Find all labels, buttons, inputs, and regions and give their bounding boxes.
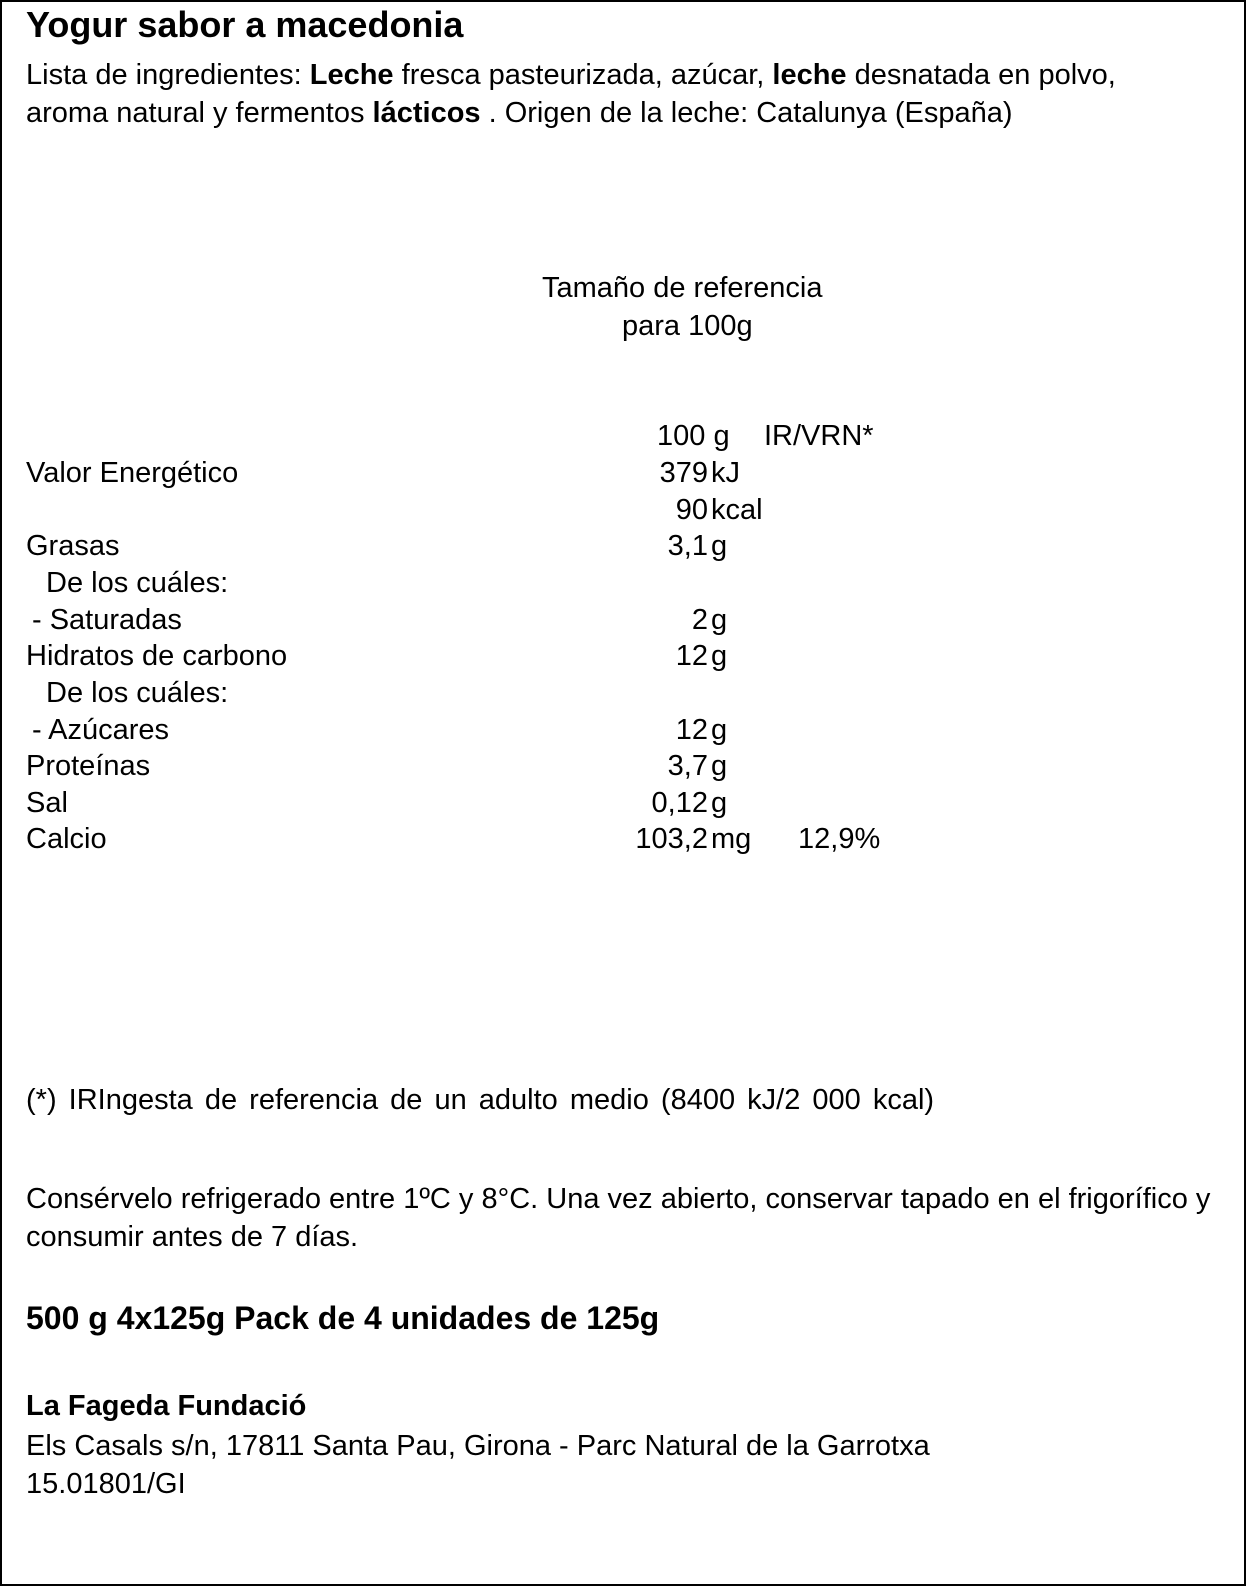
storage-instructions: Consérvelo refrigerado entre 1ºC y 8°C. Una vez abierto, conservar tapado en el frigorífico y consumir antes de 7 días. — [26, 1183, 1211, 1253]
nutrient-unit-saturates: g — [711, 604, 728, 636]
nutrient-label-of-which-2: De los cuáles: — [46, 677, 229, 709]
ingredients-text-2: desnatada en polvo, aroma natural y fermentos — [26, 59, 1116, 129]
reference-size-line2: para 100g — [622, 310, 753, 342]
nutrient-unit-kj: kJ — [711, 457, 740, 489]
nutrient-value-energy-kcal: 90 — [675, 494, 708, 526]
reference-size-line1: Tamaño de referencia — [542, 272, 823, 304]
nutrient-unit-salt: g — [711, 787, 728, 819]
nutrient-label-protein: Proteínas — [26, 750, 151, 782]
nutrient-value-saturates: 2 — [691, 604, 708, 636]
nutrient-label-fat: Grasas — [26, 530, 120, 562]
nutrient-label-calcium: Calcio — [26, 823, 107, 855]
nutrient-value-calcium: 103,2 — [635, 823, 708, 855]
ingredients-prefix: Lista de ingredientes: — [26, 59, 310, 91]
nutrient-label-carbohydrates: Hidratos de carbono — [26, 640, 288, 672]
nutrient-value-fat: 3,1 — [667, 530, 708, 562]
nutrient-unit-carbohydrates: g — [711, 640, 728, 672]
nutrient-unit-kcal: kcal — [711, 494, 763, 526]
ingredient-lactic-bold: lácticos — [372, 97, 481, 129]
ingredients-text-1: fresca pasteurizada, azúcar, — [393, 59, 773, 91]
product-title: Yogur sabor a macedonia — [26, 4, 464, 45]
nutrient-unit-sugars: g — [711, 714, 728, 746]
reference-intake-footnote: (*) IRIngesta de referencia de un adulto medio (8400 kJ/2 000 kcal) — [26, 1084, 935, 1116]
nutrition-header-ri: IR/VRN* — [764, 420, 874, 452]
nutrient-label-sugars: - Azúcares — [32, 714, 169, 746]
nutrient-unit-calcium: mg — [711, 823, 752, 855]
nutrient-label-of-which: De los cuáles: — [46, 567, 229, 599]
nutrient-unit-protein: g — [711, 750, 728, 782]
registration-number: 15.01801/GI — [26, 1468, 186, 1500]
nutrient-ri-calcium: 12,9% — [798, 823, 881, 855]
ingredient-milk-bold-2: leche — [772, 59, 847, 91]
ingredients-text-3: . Origen de la leche: Catalunya (España) — [480, 97, 1013, 129]
nutrient-label-saturates: - Saturadas — [32, 604, 182, 636]
nutrient-unit-fat: g — [711, 530, 728, 562]
company-address: Els Casals s/n, 17811 Santa Pau, Girona - Parc Natural de la Garrotxa — [26, 1430, 930, 1462]
ingredients-list — [26, 56, 1196, 132]
nutrient-value-carbohydrates: 12 — [675, 640, 708, 672]
pack-size: 500 g 4x125g Pack de 4 unidades de 125g — [26, 1300, 660, 1336]
ingredient-milk-bold: Leche — [309, 59, 394, 91]
nutrient-label-energy: Valor Energético — [26, 457, 239, 489]
company-name: La Fageda Fundació — [26, 1390, 307, 1422]
nutrient-value-energy-kj: 379 — [659, 457, 708, 489]
nutrient-label-salt: Sal — [26, 787, 68, 819]
nutrient-value-sugars: 12 — [675, 714, 708, 746]
nutrient-value-salt: 0,12 — [651, 787, 708, 819]
nutrient-value-protein: 3,7 — [667, 750, 708, 782]
nutrition-header-amount: 100 g — [657, 420, 730, 452]
